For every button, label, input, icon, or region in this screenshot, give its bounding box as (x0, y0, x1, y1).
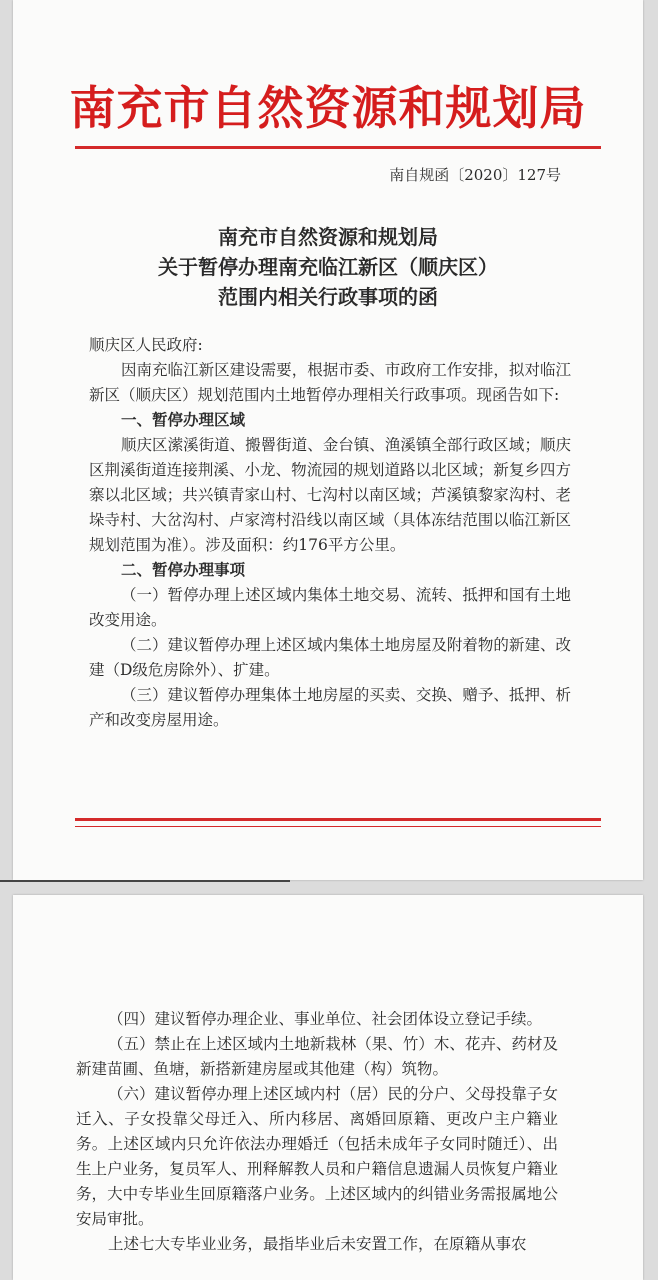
addressee: 顺庆区人民政府: (89, 336, 203, 354)
list-item: （二）建议暂停办理上述区域内集体土地房屋及附着物的新建、改建（D级危房除外）、扩建。 (89, 636, 571, 679)
footer-red-rule (75, 818, 601, 821)
list-item: （三）建议暂停办理集体土地房屋的买卖、交换、赠予、抵押、析产和改变房屋用途。 (89, 686, 571, 729)
list-item: （五）禁止在上述区域内土地新栽林（果、竹）木、花卉、药材及新建苗圃、鱼塘，新搭新建房屋或其他建（构）筑物。 (76, 1035, 558, 1078)
page-divider (0, 880, 290, 882)
letter-body (89, 333, 571, 733)
section-paragraph: 顺庆区潆溪街道、搬罾街道、金台镇、渔溪镇全部行政区域；顺庆区荆溪街道连接荆溪、小龙、物流园的规划道路以北区域；新复乡四方寨以北区域；共兴镇青家山村、七沟村以南区域；芦溪镇黎家沟村、老垛寺村、大岔沟村、卢家湾村沿线以南区域（具体冻结范围以临江新区规划范围为准）。涉及面积：约176平方公里。 (89, 436, 571, 554)
section-heading: 二、暂停办理事项 (121, 561, 246, 579)
title-line: 南充市自然资源和规划局 (218, 225, 438, 249)
list-item: 上述七大专毕业业务，最指毕业后未安置工作，在原籍从事农 (108, 1235, 527, 1253)
letter-body-continued (76, 1007, 558, 1257)
title-line: 范围内相关行政事项的函 (218, 285, 438, 309)
list-item: （一）暂停办理上述区域内集体土地交易、流转、抵押和国有土地改变用途。 (89, 586, 571, 629)
footer-thin-rule (75, 826, 601, 827)
document-page-1 (13, 0, 643, 880)
intro-paragraph: 因南充临江新区建设需要，根据市委、市政府工作安排，拟对临江新区（顺庆区）规划范围内土地暂停办理相关行政事项。现函告如下: (89, 361, 571, 404)
section-heading: 一、暂停办理区域 (121, 411, 246, 429)
title-line: 关于暂停办理南充临江新区（顺庆区） (158, 255, 498, 279)
document-number: 南自规函〔2020〕127号 (389, 166, 561, 184)
document-title (13, 222, 643, 312)
list-item: （六）建议暂停办理上述区域内村（居）民的分户、父母投靠子女迁入、子女投靠父母迁入、所内移居、离婚回原籍、更改户主户籍业务。上述区域内只允许依法办理婚迁（包括未成年子女同时随迁）、出生上户业务，复员军人、刑释解教人员和户籍信息遗漏人员恢复户籍业务，大中专毕业生回原籍落户业务。上述区域内的纠错业务需报属地公安局审批。 (76, 1085, 558, 1228)
masthead-red-rule (75, 146, 601, 149)
list-item: （四）建议暂停办理企业、事业单位、社会团体设立登记手续。 (108, 1010, 543, 1028)
masthead-title: 南充市自然资源和规划局 (69, 81, 587, 135)
